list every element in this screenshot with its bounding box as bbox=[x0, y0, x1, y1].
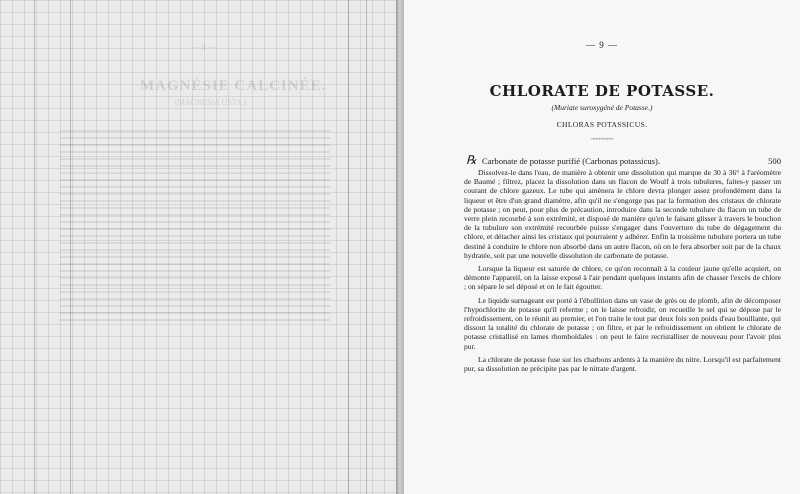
bleed-subtitle: (MAGNESIA USTA.) bbox=[175, 98, 247, 107]
right-page bbox=[404, 0, 800, 494]
page-subtitle: (Muriate suroxygéné de Potasse.) bbox=[551, 103, 653, 112]
ornament-divider: ~~~~~~~~ bbox=[591, 137, 613, 143]
page-title: CHLORATE DE POTASSE. bbox=[489, 82, 715, 100]
bleed-title: MAGNÉSIE CALCINÉE. bbox=[140, 78, 327, 94]
bleed-through-text bbox=[0, 0, 396, 494]
recipe-line bbox=[466, 153, 781, 168]
bleed-page-number: — 8 — bbox=[190, 42, 217, 52]
latin-name: CHLORAS POTASSICUS. bbox=[556, 120, 648, 129]
paragraph: Le liquide surnageant est porté à l'ébullition dans un vase de grès ou de plomb, afin de décomposer l'hypochlorite de potasse qu'il referme ; on le laisse refroidir, on recueille le sel qui se dépose par le refroidissement, on le réunit au premier, et l'on traite le tout par deux fois son poids d'eau bouillante, qui dissout la totalité du chlorate de potasse ; on filtre, et par le refroidissement on obtient le chlorate de potasse cristallisé en lames rhomboïdales : on peut le faire recristalliser de nouveau pour l'avoir plus pur. bbox=[464, 295, 781, 351]
recipe-quantity: 500 bbox=[768, 156, 781, 166]
book-gutter bbox=[396, 0, 404, 494]
recipe-symbol: ℞ bbox=[466, 153, 477, 167]
paragraph: Dissolvez-le dans l'eau, de manière à obtenir une dissolution qui marque de 30 à 36° à l'aréomètre de Baumé ; filtrez, placez la dissolution dans un flacon de Woulf à trois tubulures, faites-y passer un courant de chlore gazeux. Le tube qui amènera le chlore devra plonger assez profondément dans la liqueur et être d'un grand diamètre, afin qu'il ne s'engorge pas par la formation des cristaux de chlorate de potasse ; on peut, pour plus de précaution, introduire dans la seconde tubulure du flacon un tube de verre plein recourbé à son extrémité, et disposé de manière qu'en le faisant glisser à travers le bouchon de la tubulure son extrémité recourbée puisse s'engager dans l'ouverture du tube de dégagement du chlore, et détacher ainsi les cristaux qui pourraient y adhérer. Enfin la troisième tubulure portera un tube destiné à conduire le chlore non absorbé dans un autre flacon, où on le fera absorber soit par de la chaux hydratée, soit par une nouvelle dissolution de carbonate de potasse. bbox=[464, 168, 781, 260]
paragraph: La chlorate de potasse fuse sur les charbons ardents à la manière du nitre. Lorsqu'il est parfaitement pur, sa dissolution ne précipite pas par le nitrate d'argent. bbox=[464, 354, 781, 374]
recipe-ingredient: Carbonate de potasse purifié (Carbonas potassicus). bbox=[482, 156, 661, 166]
bleed-text-lines bbox=[60, 125, 330, 326]
paragraph: Lorsque la liqueur est saturée de chlore, ce qu'on reconnaît à la couleur jaune qu'elle acquiert, on démonte l'appareil, on la laisse exposé à l'air pendant quelques instants afin de chasser l'excès de chlore ; on sépare le sel déposé et on le fait égoutter. bbox=[464, 264, 781, 292]
page-number: — 9 — bbox=[586, 40, 618, 50]
body-text bbox=[464, 168, 781, 377]
left-page bbox=[0, 0, 396, 494]
